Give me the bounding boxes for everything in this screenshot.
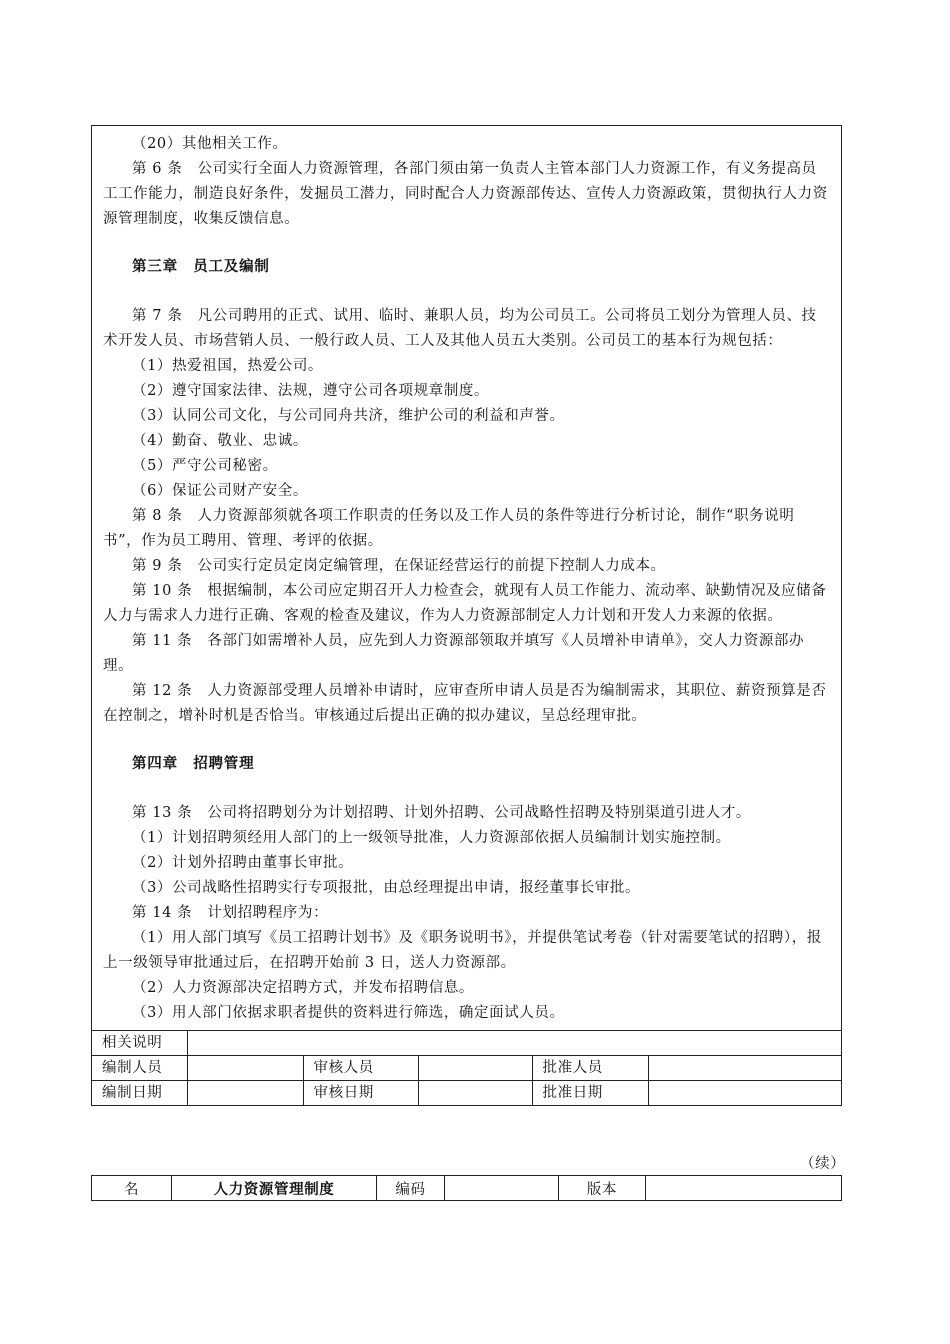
prepared-date-label: 编制日期 <box>92 1081 187 1106</box>
next-page-header-row <box>92 1176 842 1201</box>
signoff-table <box>92 1030 841 1105</box>
code-value <box>445 1176 559 1201</box>
list-item: （20）其他相关工作。 <box>132 136 288 152</box>
continued-label: （续） <box>800 1156 846 1172</box>
dates-row <box>92 1081 841 1106</box>
article-paragraph: （1）用人部门填写《员工招聘计划书》及《职务说明书》，并提供笔试考卷（针对需要笔试的招聘），报上一级领导审批通过后，在招聘开始前 3 日，送人力资源部。 <box>103 930 822 971</box>
document-frame <box>91 125 842 1106</box>
reviewed-by-label: 审核人员 <box>303 1056 418 1081</box>
chapter-heading-3: 第三章 员工及编制 <box>132 259 270 275</box>
name-value: 人力资源管理制度 <box>172 1176 377 1201</box>
list-item: （2）人力资源部决定招聘方式，并发布招聘信息。 <box>132 980 475 996</box>
approved-date-value <box>648 1081 841 1106</box>
people-row <box>92 1056 841 1081</box>
article-paragraph: 第 8 条 人力资源部须就各项工作职责的任务以及工作人员的条件等进行分析讨论，制作“职务说明书”，作为员工聘用、管理、考评的依据。 <box>103 508 795 549</box>
section-chapter-4 <box>103 801 831 1026</box>
reviewed-date-label: 审核日期 <box>303 1081 418 1106</box>
code-label: 编码 <box>377 1176 445 1201</box>
prepared-date-value <box>187 1081 303 1106</box>
article-paragraph: 第 12 条 人力资源部受理人员增补申请时，应审查所申请人员是否为编制需求，其职位、薪资预算是否在控制之，增补时机是否恰当。审核通过后提出正确的拟办建议，呈总经理审批。 <box>103 683 827 724</box>
list-item: （1）热爱祖国，热爱公司。 <box>132 358 324 374</box>
list-item: （3）公司战略性招聘实行专项报批，由总经理提出申请，报经董事长审批。 <box>132 880 641 896</box>
article-paragraph: 第 11 条 各部门如需增补人员，应先到人力资源部领取并填写《人员增补申请单》，交人力资源部办理。 <box>103 633 805 674</box>
article-paragraph: 第 13 条 公司将招聘划分为计划招聘、计划外招聘、公司战略性招聘及特别渠道引进人才。 <box>132 805 751 821</box>
list-item: （5）严守公司秘密。 <box>132 458 278 474</box>
related-value <box>187 1031 841 1056</box>
chapter-heading-4: 第四章 招聘管理 <box>132 756 255 772</box>
list-item: （2）计划外招聘由董事长审批。 <box>132 855 354 871</box>
document-body <box>92 126 841 1030</box>
list-item: （2）遵守国家法律、法规，遵守公司各项规章制度。 <box>132 383 490 399</box>
list-item: （4）勤奋、敬业、忠诚。 <box>132 433 308 449</box>
list-item: （1）计划招聘须经用人部门的上一级领导批准，人力资源部依据人员编制计划实施控制。 <box>132 830 731 846</box>
version-label: 版本 <box>559 1176 646 1201</box>
prepared-by-value <box>187 1056 303 1081</box>
article-paragraph: 第 7 条 凡公司聘用的正式、试用、临时、兼职人员，均为公司员工。公司将员工划分为管理人员、技术开发人员、市场营销人员、一般行政人员、工人及其他人员五大类别。公司员工的基本行为规包括： <box>103 308 817 349</box>
article-paragraph: 第 14 条 计划招聘程序为： <box>132 905 329 921</box>
related-row <box>92 1031 841 1056</box>
approved-by-label: 批准人员 <box>532 1056 648 1081</box>
version-value <box>646 1176 842 1201</box>
reviewed-by-value <box>418 1056 532 1081</box>
related-label: 相关说明 <box>92 1031 187 1056</box>
section-intro <box>103 132 831 232</box>
approved-date-label: 批准日期 <box>532 1081 648 1106</box>
article-paragraph: 第 6 条 公司实行全面人力资源管理，各部门须由第一负责人主管本部门人力资源工作，有义务提高员工工作能力，制造良好条件，发掘员工潜力，同时配合人力资源部传达、宣传人力资源政策，贯彻执行人力资源管理制度，收集反馈信息。 <box>103 161 828 227</box>
list-item: （3）用人部门依据求职者提供的资料进行筛选，确定面试人员。 <box>132 1005 565 1021</box>
next-page-header-table <box>91 1175 842 1201</box>
list-item: （6）保证公司财产安全。 <box>132 483 308 499</box>
approved-by-value <box>648 1056 841 1081</box>
list-item: （3）认同公司文化，与公司同舟共济，维护公司的利益和声誉。 <box>132 408 565 424</box>
section-chapter-3 <box>103 304 831 729</box>
name-label: 名 <box>92 1176 172 1201</box>
prepared-by-label: 编制人员 <box>92 1056 187 1081</box>
article-paragraph: 第 10 条 根据编制，本公司应定期召开人力检查会，就现有人员工作能力、流动率、缺勤情况及应储备人力与需求人力进行正确、客观的检查及建议，作为人力资源部制定人力计划和开发人力来源的依据。 <box>103 583 827 624</box>
article-paragraph: 第 9 条 公司实行定员定岗定编管理，在保证经营运行的前提下控制人力成本。 <box>132 558 666 574</box>
reviewed-date-value <box>418 1081 532 1106</box>
